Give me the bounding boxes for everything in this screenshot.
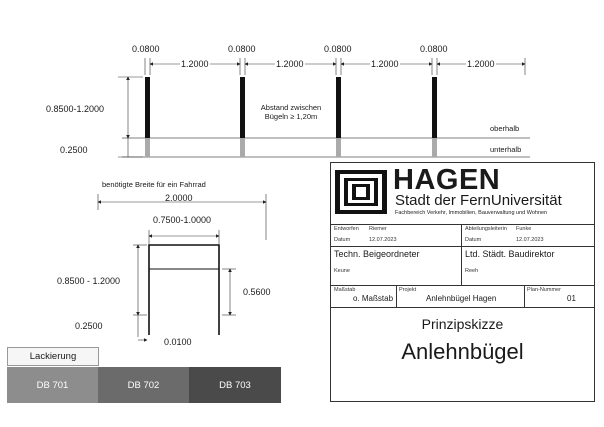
drawing-title-2: Anlehnbügel (401, 339, 524, 364)
post-width-3: 0.0800 (324, 44, 352, 54)
height-above-label: 0.8500-1.2000 (46, 104, 105, 114)
spacing-3: 1.2000 (371, 59, 399, 69)
bike-width-value: 2.0000 (165, 193, 193, 203)
post-3 (336, 77, 341, 138)
bracket-outline (149, 245, 219, 335)
label-oberhalb: oberhalb (490, 124, 520, 133)
plan-nummer-value: 01 (567, 294, 576, 303)
entworfen-label: Entworfen (334, 226, 359, 232)
swatch-db703[interactable]: DB 703 (189, 367, 281, 403)
name-right: Reeh (465, 268, 479, 274)
datum-left: 12.07.2023 (369, 237, 397, 243)
post-width-1: 0.0800 (132, 44, 160, 54)
post-2-below (240, 138, 245, 157)
label-unterhalb: unterhalb (490, 145, 522, 154)
spacing-note (255, 103, 327, 121)
massstab-value: o. Maßstab (353, 294, 394, 303)
datum-right-label: Datum (465, 237, 482, 243)
post-width-4: 0.0800 (420, 44, 448, 54)
height-below-label: 0.2500 (60, 145, 88, 155)
name-left: Keune (334, 268, 350, 274)
plan-nummer-label: Plan-Nummer (527, 287, 561, 293)
title-block (330, 162, 595, 402)
abteilungsleiterin-label: Abteilungsleiterin (465, 226, 507, 232)
tube-value: 0.0100 (164, 337, 192, 347)
logo-title: HAGEN (393, 164, 501, 196)
role-right: Ltd. Städt. Baudirektor (465, 249, 555, 259)
spacing-4: 1.2000 (467, 59, 495, 69)
post-4-below (432, 138, 437, 157)
post-1-below (145, 138, 150, 157)
side-height-below: 0.2500 (75, 321, 103, 331)
abteilungsleiterin-name: Funke (516, 226, 532, 232)
spacing-1: 1.2000 (181, 59, 209, 69)
swatch-db701[interactable]: DB 701 (7, 367, 98, 403)
massstab-label: Maßstab (334, 287, 356, 293)
spacing-note-line1: Abstand zwischen (260, 103, 322, 112)
swatch-db702[interactable]: DB 702 (98, 367, 189, 403)
projekt-label: Projekt (399, 287, 417, 293)
top-width-value: 0.7500-1.0000 (153, 215, 212, 225)
role-left: Techn. Beigeordneter (334, 249, 420, 259)
post-2 (240, 77, 245, 138)
post-4 (432, 77, 437, 138)
logo-subtitle: Stadt der FernUniversität (395, 192, 562, 209)
post-1 (145, 77, 150, 138)
projekt-value: Anlehnbügel Hagen (426, 294, 497, 303)
post-3-below (336, 138, 341, 157)
entworfen-name: Riemer (369, 226, 387, 232)
drawing-title-1: Prinzipskizze (421, 316, 504, 332)
spacing-2: 1.2000 (276, 59, 304, 69)
side-height-above: 0.8500 - 1.2000 (57, 276, 121, 286)
datum-left-label: Datum (334, 237, 351, 243)
bike-width-caption: benötigte Breite für ein Fahrrad (102, 180, 206, 189)
spacing-note-line2: Bügeln ≥ 1,20m (264, 112, 318, 121)
datum-right: 12.07.2023 (516, 237, 544, 243)
logo-dept: Fachbereich Verkehr, Immobilien, Bauverwaltung und Wohnen (395, 210, 548, 216)
post-width-2: 0.0800 (228, 44, 256, 54)
lackierung-tab[interactable]: Lackierung (7, 347, 99, 366)
side-inner-height: 0.5600 (243, 287, 271, 297)
